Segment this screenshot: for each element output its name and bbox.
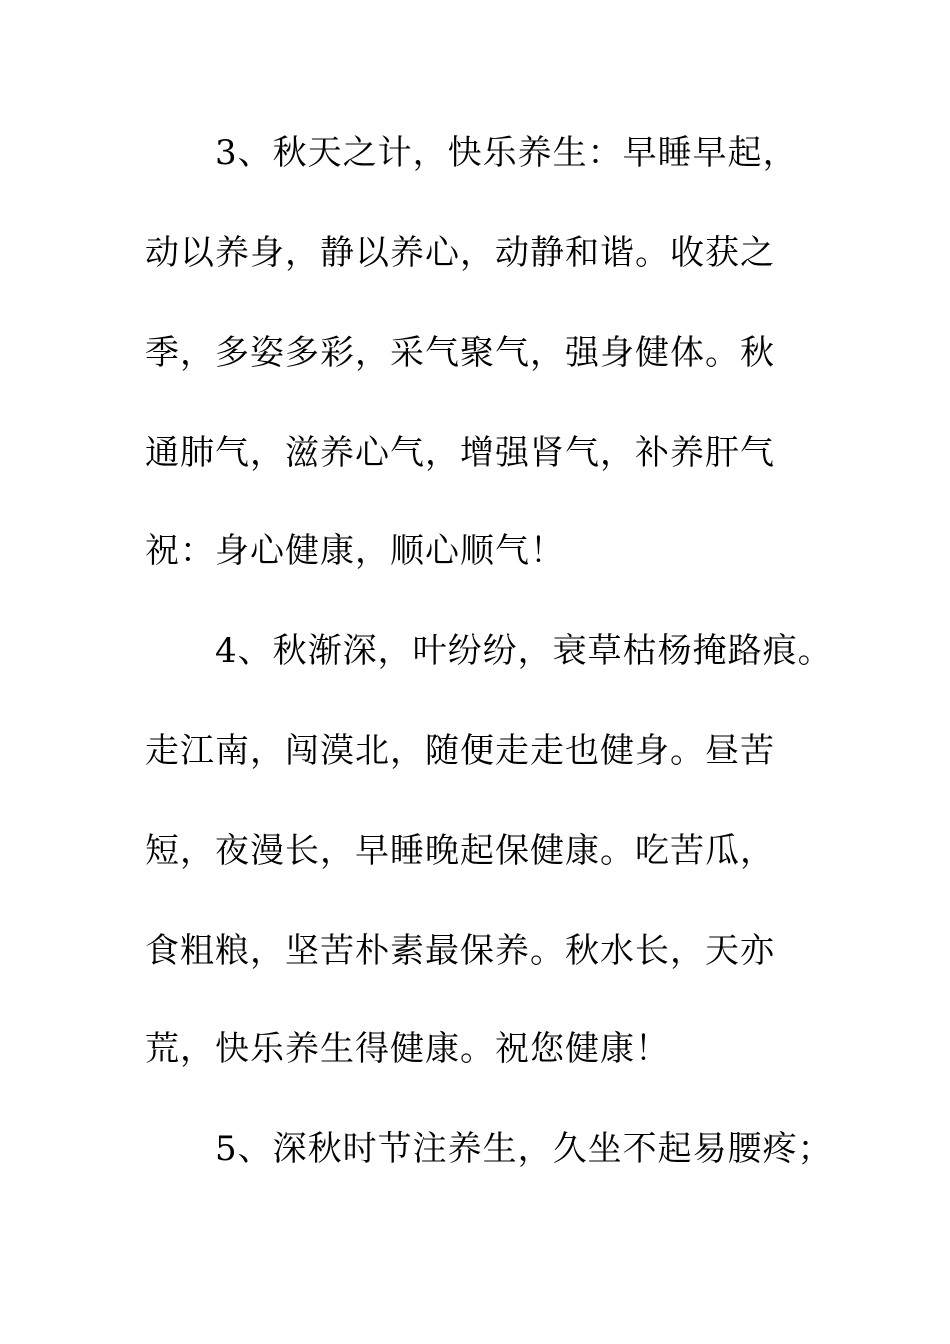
paragraph-3-line-3: 季，多姿多彩，采气聚气，强身健体。秋 [145,333,775,373]
paragraph-4-line-4: 食粗粮，坚苦朴素最保养。秋水长，天亦 [145,931,775,971]
paragraph-5-line-1: 5、深秋时节注养生，久坐不起易腰疼； [215,1129,833,1169]
paragraph-4-line-5: 荒，快乐养生得健康。祝您健康！ [145,1029,670,1069]
paragraph-3-line-1: 3、秋天之计，快乐养生：早睡早起， [215,133,798,173]
paragraph-4-line-1: 4、秋渐深，叶纷纷，衰草枯杨掩路痕。 [215,631,833,671]
paragraph-4-line-3: 短，夜漫长，早睡晚起保健康。吃苦瓜， [145,831,775,871]
paragraph-4-line-2: 走江南，闯漠北，随便走走也健身。昼苦 [145,731,775,771]
paragraph-3-line-4: 通肺气，滋养心气，增强肾气，补养肝气 [145,433,775,473]
paragraph-3-line-2: 动以养身，静以养心，动静和谐。收获之 [145,233,775,273]
paragraph-3-line-5: 祝：身心健康，顺心顺气！ [145,531,565,571]
